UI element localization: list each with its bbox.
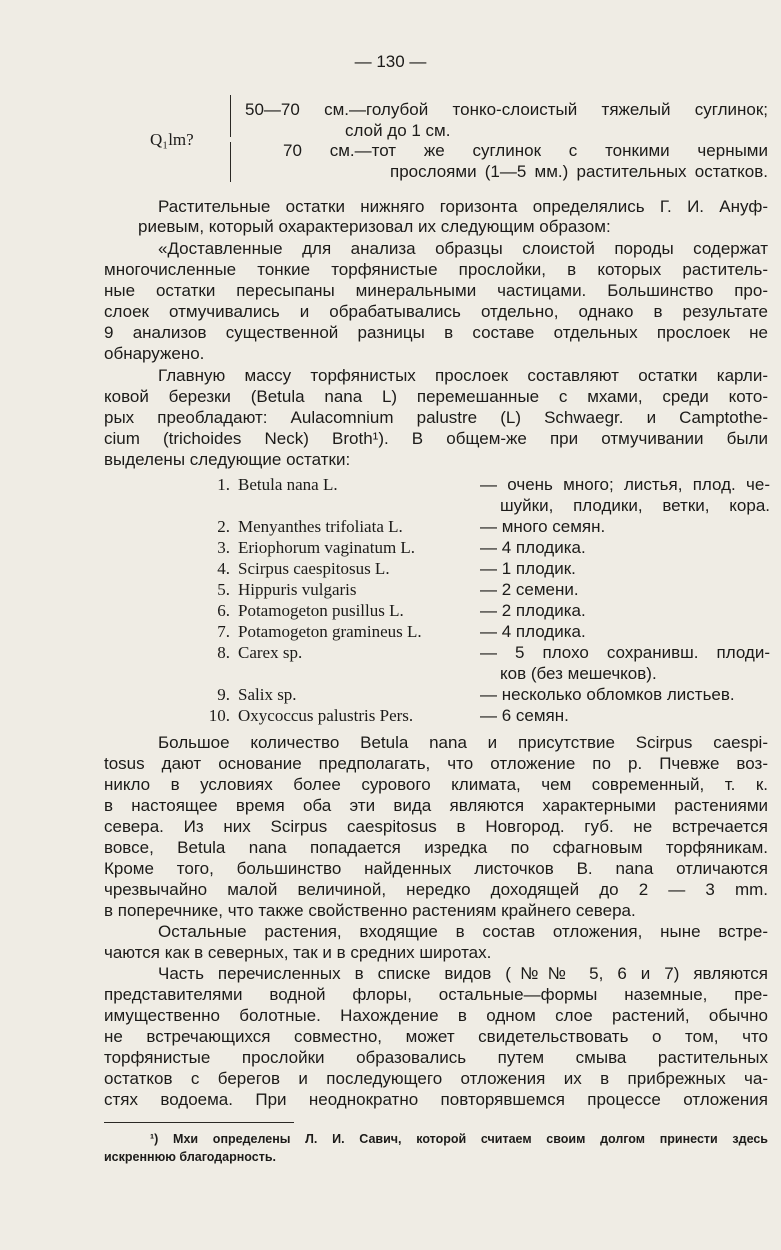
- species-number: 9.: [217, 685, 230, 704]
- text-line: никло в условиях более сурового климата, чем современный, т. к.: [104, 775, 768, 794]
- species-row: [200, 580, 770, 600]
- species-name: Carex sp.: [238, 643, 303, 662]
- species-row: [200, 475, 770, 495]
- strata-label: Q₁lm?: [150, 130, 194, 149]
- species-note: — 4 плодика.: [480, 622, 586, 641]
- species-row-continuation: [200, 496, 770, 516]
- text-line: cium (trichoides Neck) Broth¹). В общем-же при отмучивании были: [104, 429, 768, 448]
- text-line: tosus дают основание предполагать, что отложение по р. Пчевже воз-: [104, 754, 768, 773]
- species-note: — очень много; листья, плод. че-: [480, 475, 770, 494]
- text-line: вовсе, Betula nana попадается изредка по сфагновым торфяникам.: [104, 838, 768, 857]
- species-note: — 2 плодика.: [480, 601, 586, 620]
- text-line: ковой березки (Betula nana L) перемешанные с мхами, среди кото-: [104, 387, 768, 406]
- text-line: остатков с берегов и последующего отложения их в прибрежных ча-: [104, 1069, 768, 1088]
- footnote-rule: [104, 1122, 294, 1123]
- text-line: выделены следующие остатки:: [104, 450, 351, 469]
- text-line: 9 анализов существенной разницы в составе отдельных прослоек не: [104, 323, 768, 342]
- species-name: Hippuris vulgaris: [238, 580, 357, 599]
- species-note: ков (без мешечков).: [500, 664, 657, 683]
- text-line: обнаружено.: [104, 344, 205, 363]
- strata-brace-lower: [230, 142, 237, 182]
- text-line: не встречающихся совместно, может свидетельствовать о том, что: [104, 1027, 768, 1046]
- text-line: Растительные остатки нижняго горизонта определялись Г. И. Ануф-: [158, 197, 768, 216]
- text-line: в поперечнике, что также свойственно растениям крайнего севера.: [104, 901, 636, 920]
- footnote-line: искреннюю благодарность.: [104, 1150, 276, 1164]
- species-name: Eriophorum vaginatum L.: [238, 538, 416, 557]
- species-note: — 1 плодик.: [480, 559, 576, 578]
- species-name: Potamogeton gramineus L.: [238, 622, 422, 641]
- species-name: Menyanthes trifoliata L.: [238, 517, 403, 536]
- species-note: — много семян.: [480, 517, 606, 536]
- species-row: [200, 622, 770, 642]
- strata-layer1-line1: 50—70 см.—голубой тонко-слоистый тяжелый суглинок;: [245, 100, 768, 119]
- text-line: ные остатки пересыпаны минеральными частицами. Большинство про-: [104, 281, 768, 300]
- text-line: севера. Из них Scirpus caespitosus в Новгород. губ. не встречается: [104, 817, 768, 836]
- species-number: 4.: [217, 559, 230, 578]
- text-line: слоек отмучивались и обрабатывались отдельно, однако в результате: [104, 302, 768, 321]
- text-line: чрезвычайно малой величиной, нередко доходящей до 2 — 3 mm.: [104, 880, 768, 899]
- text-line: чаются как в северных, так и в средних широтах.: [104, 943, 492, 962]
- species-note: — 4 плодика.: [480, 538, 586, 557]
- species-number: 10.: [208, 706, 230, 725]
- species-name: Oxycoccus palustris Pers.: [238, 706, 414, 725]
- species-row: [200, 706, 770, 726]
- species-number: 5.: [217, 580, 230, 599]
- species-name: Betula nana L.: [238, 475, 338, 494]
- footnote-line: ¹) Мхи определены Л. И. Савич, которой считаем своим долгом принести здесь: [150, 1132, 768, 1146]
- strata-layer2-line2: прослоями (1—5 мм.) растительных остатков.: [390, 162, 768, 181]
- text-line: многочисленные тонкие торфянистые прослойки, в которых раститель-: [104, 260, 768, 279]
- text-line: Большое количество Betula nana и присутствие Scirpus caespi-: [158, 733, 768, 752]
- species-note: — 6 семян.: [480, 706, 569, 725]
- species-number: 1.: [217, 475, 230, 494]
- species-row-continuation: [200, 664, 770, 684]
- species-number: 2.: [217, 517, 230, 536]
- species-number: 7.: [217, 622, 230, 641]
- text-line: имущественно болотные. Нахождение в одном слое растений, обычно: [104, 1006, 768, 1025]
- text-line: Остальные растения, входящие в состав отложения, ныне встре-: [158, 922, 768, 941]
- species-name: Potamogeton pusillus L.: [238, 601, 404, 620]
- text-line: стях водоема. При неоднократно повторявшемся процессе отложения: [104, 1090, 768, 1109]
- species-note: — 2 семени.: [480, 580, 579, 599]
- species-row: [200, 643, 770, 663]
- species-name: Salix sp.: [238, 685, 297, 704]
- strata-layer2-line1: 70 см.—тот же суглинок с тонкими черными: [283, 141, 768, 160]
- text-line: представителями водной флоры, остальные—формы наземные, пре-: [104, 985, 768, 1004]
- page-number: — 130 —: [354, 52, 427, 71]
- species-note: — 5 плохо сохранивш. плоди-: [480, 643, 770, 662]
- species-number: 3.: [217, 538, 230, 557]
- species-number: 6.: [217, 601, 230, 620]
- species-note: шуйки, плодики, ветки, кора.: [500, 496, 770, 515]
- text-line: торфянистые прослойки образовались путем смыва растительных: [104, 1048, 768, 1067]
- species-row: [200, 517, 770, 537]
- species-note: — несколько обломков листьев.: [480, 685, 735, 704]
- text-line: Главную массу торфянистых прослоек составляют остатки карли-: [158, 366, 768, 385]
- text-line: рых преобладают: Aulacomnium palustre (L) Schwaegr. и Camptothe-: [104, 408, 768, 427]
- text-line: в настоящее время оба эти вида являются характерными растениями: [104, 796, 768, 815]
- species-name: Scirpus caespitosus L.: [238, 559, 390, 578]
- species-row: [200, 685, 770, 705]
- text-line: Кроме того, большинство найденных листочков B. nana отличаются: [104, 859, 768, 878]
- species-row: [200, 601, 770, 621]
- strata-brace-upper: [230, 95, 237, 137]
- text-line: Часть перечисленных в списке видов (№№ 5, 6 и 7) являются: [158, 964, 768, 983]
- text-line: риевым, который охарактеризовал их следующим образом:: [138, 217, 611, 236]
- text-line: «Доставленные для анализа образцы слоистой породы содержат: [158, 239, 768, 258]
- strata-layer1-line2: слой до 1 см.: [345, 121, 451, 140]
- species-row: [200, 559, 770, 579]
- species-row: [200, 538, 770, 558]
- species-number: 8.: [217, 643, 230, 662]
